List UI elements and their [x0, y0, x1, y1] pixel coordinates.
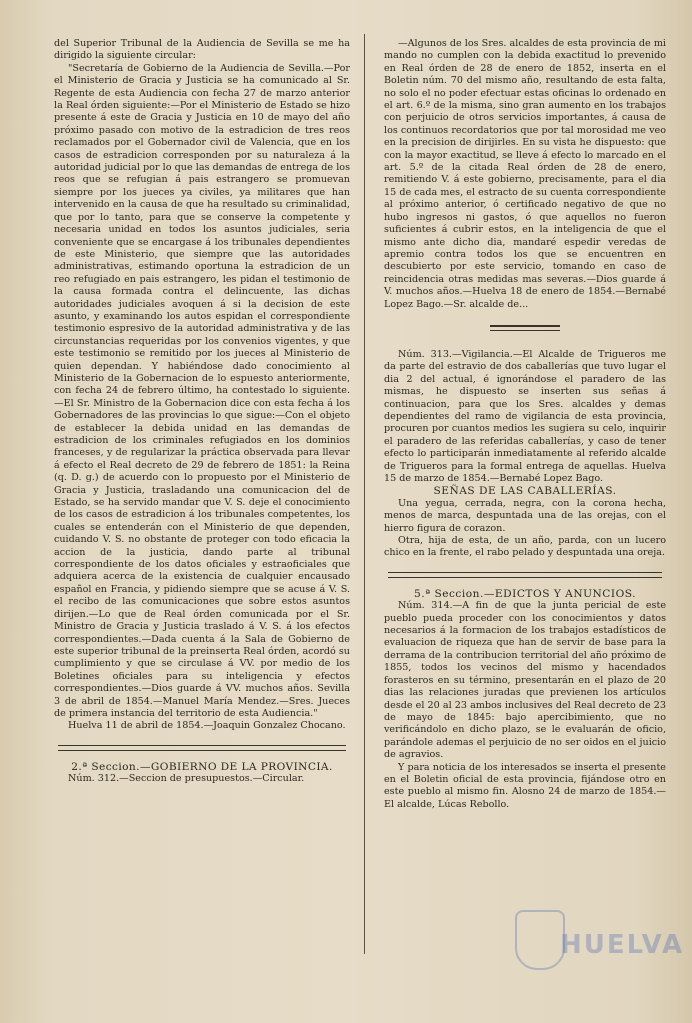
paragraph-senas-2: Otra, hija de esta, de un año, parda, con un lucero chico en la frente, el rabo pelado y despuntada una oreja. [384, 535, 666, 559]
short-divider [490, 325, 560, 331]
paragraph-intro: del Superior Tribunal de la Audiencia de Sevilla se me ha dirigido la siguiente circular: [54, 38, 350, 62]
paragraph-num-314: Núm. 314.—A fin de que la junta pericial de este pueblo pueda proceder con los conocimientos y datos necesarios á la formacion de los trabajos estadísticos de evaluacion de riqueza que han de servir de base para la derrama de la contribucion territorial del año próximo de 1855, todos los vecinos del mismo y hacendados forasteros en su término, presentarán en el plazo de 20 dias las relaciones juradas que previenen los artículos desde el 20 al 23 ambos inclusives del Real decreto de 23 de mayo de 1845: bajo apercibimiento, que no verificándolo en dicho plazo, se le evaluarán de oficio, parándole ademas el perjuicio de no ser oidos en el juicio de agravios. [384, 600, 666, 761]
section-divider [58, 745, 346, 751]
left-column [54, 38, 350, 786]
paragraph-alosno: Y para noticia de los interesados se inserta el presente en el Boletin oficial de esta provincia, fijándose otro en este pueblo al mismo fin. Alosno 24 de marzo de 1854.—El alcalde, Lúcas Rebollo. [384, 761, 666, 810]
paragraph-num-312: Núm. 312.—Seccion de presupuestos.—Circular. [68, 773, 305, 785]
huelva-watermark: HUELVA [560, 930, 685, 960]
paragraph-alcaldes: —Algunos de los Sres. alcaldes de esta provincia de mi mando no cumplen con la debida exactitud lo prevenido en Real órden de 28 de enero de 1852, inserta en el Boletin núm. 70 del mismo año, resultando de esta falta, no solo el no poder efectuar estas oficinas lo ordenado en el art. 6.º de la misma, sino gran aumento en los trabajos con perjuicio de otros servicios importantes, á causa de los continuos recordatorios que por tal morosidad me veo en la precision de dirijirles. En su vista he dispuesto: que con la mayor exactitud, se lleve á efecto lo marcado en el art. 5.º de la citada Real órden de 28 de enero, remitiendo V. á este gobierno, precisamente, para el dia 15 de cada mes, el estracto de su cuenta correspondiente al próximo anterior, ó certificado negativo de que no hubo ingresos ni gastos, ó que aquellos no fueron suficientes á cubrir estos, en la inteligencia de que el mismo ante dicho dia, mandaré espedir veredas de apremio contra todos los que se encuentren en descubierto por este servicio, tomando en caso de reincidencia otras medidas mas severas.—Dios guarde á V. muchos años.—Huelva 18 de enero de 1854.—Bernabé Lopez Bago.—Sr. alcalde de... [384, 38, 666, 310]
paragraph-circular: "Secretaría de Gobierno de la Audiencia de Sevilla.—Por el Ministerio de Gracia y Justicia se ha comunicado al Sr. Regente de esta Audiencia con fecha 27 de marzo anterior la Real órden siguiente:—Por el Ministerio de Estado se hizo presente á este de Gracia y Justicia en 10 de mayo del año próximo pasado con motivo de la estradicion de tres reos reclamados por el Gobernador civil de Valencia, que en los casos de estradicion corresponden por su naturaleza á la autoridad judicial por lo que las demandas de entrega de los reos que se refugian á pais estrangero se promuevan siempre por los jueces ya civiles, ya militares que han intervenido en la causa de que ha resultado su criminalidad, que por lo tanto, para que se conserve la competente y necesaria unidad en todos los asuntos judiciales, seria conveniente que se encargase á los tribunales dependientes de este Ministerio, que siempre que las autoridades administrativas, estimando oportuna la estradicion de un reo refugiado en pais estrangero, les pidan el testimonio de la causa formada contra el delincuente, las dichas autoridades judiciales avoquen á si la decision de este asunto, y examinando los autos espidan el correspondiente testimonio espresivo de la autoridad administrativa y de las circunstancias requeridas por los convenios vigentes, y que este testimonio se remitido por los jueces al Ministerio de quien dependan. Y habiéndose dado conocimiento al Ministerio de la Gobernacion de lo espuesto anteriormente, con fecha 24 de febrero último, ha contestado lo siguiente.—El Sr. Ministro de la Gobernacion dice con esta fecha á los Gobernadores de las provincias lo que sigue:—Con el objeto de establecer la debida unidad en las demandas de estradicion de los criminales refugiados en los dominios franceses, y de regularizar la práctica observada para llevar á efecto el Real decreto de 29 de febrero de 1851: la Reina (q. D. g.) de acuerdo con lo propuesto por el Ministerio de Gracia y Justicia, trasladando una comunicacion del de Estado, se ha servido mandar que V. S. deje el conocimiento de los casos de estradicion á los tribunales competentes, los cuales se entenderán con el Ministerio de que dependen, cuidando V. S. no obstante de proteger con todo eficacia la accion de la justicia, dando parte al tribunal correspondiente de los datos oficiales y estraoficiales que adquiera acerca de la existencia de cualquier encausado español en Francia, y pidiendo siempre que se acuse á V. S. el recibo de las comunicaciones que sobre estos asuntos dirijen.—Lo que de Real órden comunicada por el Sr. Ministro de Gracia y Justicia traslado á V. S. á los efectos correspondientes.—Dada cuenta á la Sala de Gobierno de este superior tribunal de la preinserta Real órden, acordó su cumplimiento y que se circulase á VV. por medio de los Boletines oficiales para su inteligencia y efectos correspondientes.—Dios guarde á VV. muchos años. Sevilla 3 de abril de 1854.—Manuel María Mendez.—Sres. Jueces de primera instancia del territorio de esta Audiencia." [54, 62, 350, 719]
column-divider [364, 34, 365, 954]
section-heading-edictos: 5.ª Seccion.—EDICTOS Y ANUNCIOS. [413, 587, 637, 600]
archive-seal-icon [515, 910, 565, 970]
section-heading-gobierno: 2.ª Seccion.—GOBIERNO DE LA PROVINCIA. [71, 760, 333, 773]
paragraph-num-313: Núm. 313.—Vigilancia.—El Alcalde de Trigueros me da parte del estravio de dos caballerías que tuvo lugar el dia 2 del actual, é ignorándose el paradero de las mismas, he dispuesto se inserten sus señas á continuacion, para que los Sres. alcaldes y demas dependientes del ramo de vigilancia de esta provincia, procuren por cuantos medios les sugiera su celo, inquirir el paradero de las referidas caballerías, y caso de tener efecto lo participarán inmediatamente al referido alcalde de Trigueros para la formal entrega de aquellas. Huelva 15 de marzo de 1854.—Bernabé Lopez Bago. [384, 348, 666, 484]
heading-senas: SEÑAS DE LAS CABALLERÍAS. [433, 485, 617, 498]
paragraph-signature: Huelva 11 de abril de 1854.—Joaquin Gonzalez Chocano. [68, 720, 346, 732]
right-column [384, 38, 666, 811]
paragraph-senas-1: Una yegua, cerrada, negra, con la corona hecha, menos de marca, despuntada una de las orejas, con el hierro figura de corazon. [384, 497, 666, 534]
section-divider-5 [388, 572, 662, 578]
